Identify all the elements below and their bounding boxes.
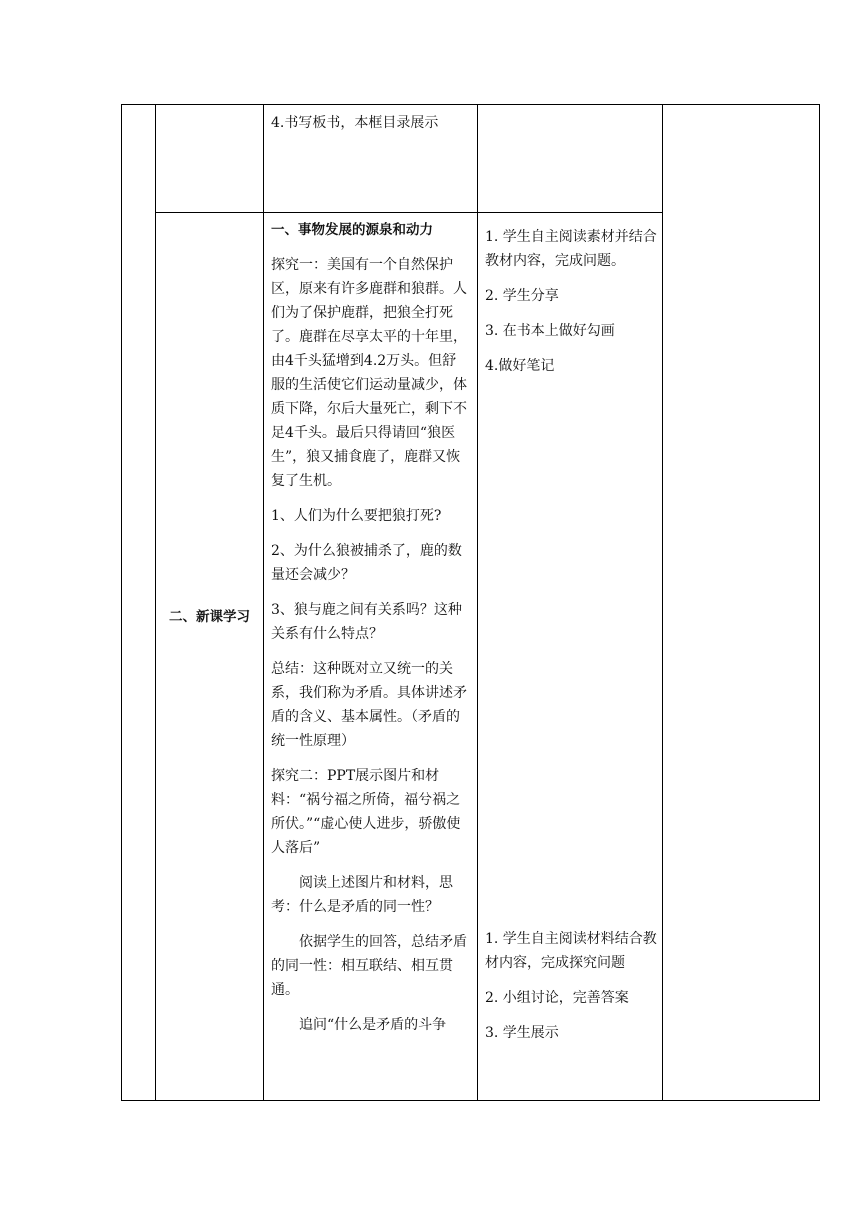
table-border-left: [121, 104, 122, 1101]
row1-teacher-cell: [271, 111, 471, 135]
list-item: 4.做好笔记: [485, 358, 555, 374]
table-border-col2: [263, 104, 264, 1101]
question-one: 1、人们为什么要把狼打死?: [271, 508, 442, 524]
list-item: 3. 学生展示: [485, 1025, 559, 1041]
list-item: 1. 学生自主阅读材料结合教材内容，完成探究问题: [485, 931, 657, 971]
follow-up-question: 追问“什么是矛盾的斗争: [299, 1017, 447, 1033]
answer-summary: 依据学生的回答，总结矛盾的同一性：相互联结、相互贯通。: [271, 934, 467, 998]
list-item: 3. 在书本上做好勾画: [485, 323, 615, 339]
lesson-plan-table: [121, 104, 820, 1101]
table-border-top: [121, 104, 820, 105]
table-border-right: [819, 104, 820, 1101]
section-label: 二、新课学习: [169, 609, 250, 625]
inquiry-two-text: 探究二：PPT展示图片和材料：“祸兮福之所倚，福兮祸之所伏。”“虚心使人进步，骄傲使人落后”: [271, 768, 461, 856]
section-heading: 一、事物发展的源泉和动力: [271, 222, 433, 238]
question-two: 2、为什么狼被捕杀了，鹿的数量还会减少？: [271, 543, 462, 583]
table-border-bottom: [121, 1100, 820, 1101]
row2-teacher-cell: [271, 218, 470, 1048]
list-item: 2. 小组讨论，完善答案: [485, 990, 629, 1006]
list-item: 2. 学生分享: [485, 288, 559, 304]
inquiry-one-text: 探究一：美国有一个自然保护区，原来有许多鹿群和狼群。人们为了保护鹿群，把狼全打死了。鹿群在尽享太平的十年里，由4千头猛增到4.2万头。但舒服的生活使它们运动量减少，体质下降，尔后大量死亡，剩下不足4千头。最后只得请回“狼医生”，狼又捕食鹿了，鹿群又恢复了生机。: [271, 257, 467, 489]
summary-text: 总结：这种既对立又统一的关系，我们称为矛盾。具体讲述矛盾的含义、基本属性。（矛盾的统一性原理）: [271, 661, 467, 749]
question-three: 3、狼与鹿之间有关系吗？这种关系有什么特点？: [271, 602, 462, 642]
student-activity-bottom: [485, 927, 657, 1056]
student-activity-top: [485, 225, 657, 389]
reading-prompt: 阅读上述图片和材料，思考：什么是矛盾的同一性？: [271, 875, 453, 915]
list-item: 1. 学生自主阅读素材并结合教材内容，完成问题。: [485, 229, 657, 269]
table-border-col3: [477, 104, 478, 1101]
table-border-col4: [662, 104, 663, 1101]
teacher-step-text: 4.书写板书，本框目录展示: [271, 115, 439, 131]
